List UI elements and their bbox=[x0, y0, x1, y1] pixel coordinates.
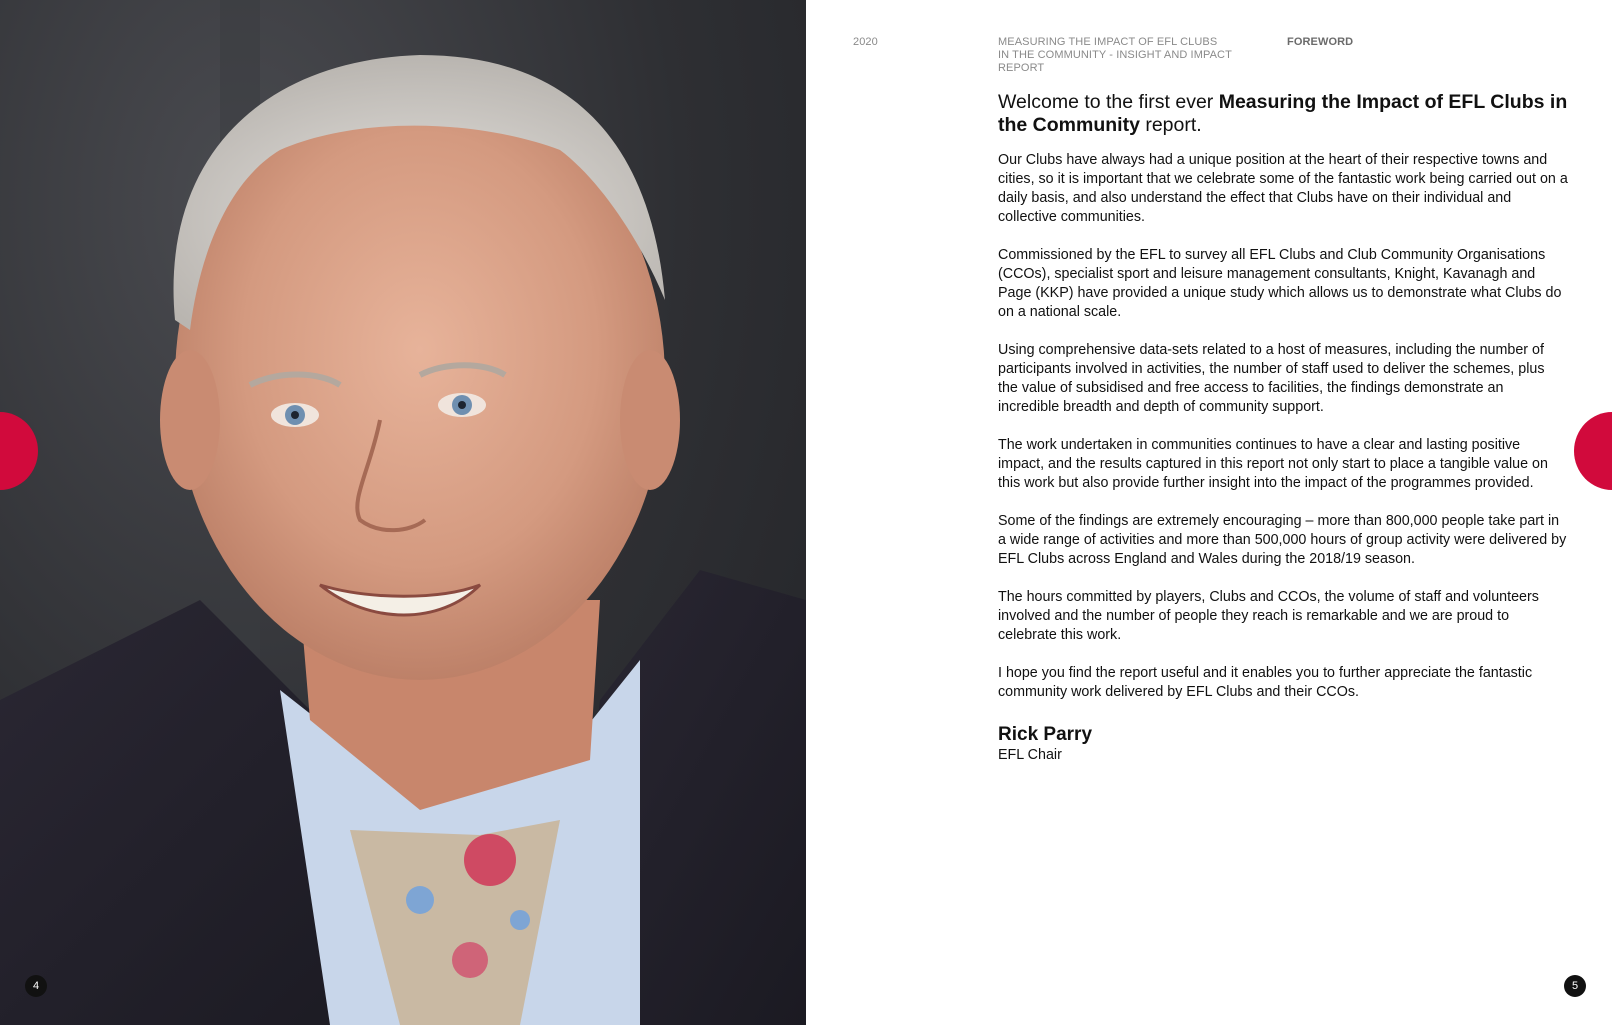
section-tab-right bbox=[1574, 412, 1612, 490]
header-report-title-line1: MEASURING THE IMPACT OF EFL CLUBS bbox=[998, 36, 1218, 48]
paragraph: The work undertaken in communities continues to have a clear and lasting positive impact, and the results captured in this report not only start to place a tangible value on this work but also provide further insight into the impact of the programmes provided. bbox=[998, 437, 1548, 491]
signature-name: Rick Parry bbox=[998, 724, 1093, 745]
paragraph: Using comprehensive data-sets related to a host of measures, including the number of participants involved in activities, the number of staff used to deliver the schemes, plus the value of subsidised and free access to facilities, the findings demonstrate an incredible breadth and depth of community support. bbox=[998, 342, 1545, 415]
page-number-left: 4 bbox=[25, 975, 47, 997]
paragraph: I hope you find the report useful and it enables you to further appreciate the fantastic community work delivered by EFL Clubs and their CCOs. bbox=[998, 665, 1533, 700]
lead-suffix: report. bbox=[1139, 114, 1202, 136]
header-section: FOREWORD bbox=[1287, 36, 1354, 48]
lead-bold: Measuring the Impact of EFL Clubs in the Community bbox=[998, 91, 1568, 136]
header-year: 2020 bbox=[853, 36, 878, 48]
paragraph: The hours committed by players, Clubs and CCOs, the volume of staff and volunteers involved and the number of people they reach is remarkable and we are proud to celebrate this work. bbox=[998, 589, 1539, 643]
paragraph: Some of the findings are extremely encouraging – more than 800,000 people take part in a wide range of activities and more than 500,000 hours of group activity were delivered by EFL Clubs across England and Wales during the 2018/19 season. bbox=[998, 513, 1567, 567]
page-number-right: 5 bbox=[1564, 975, 1586, 997]
lead-heading bbox=[998, 91, 1568, 137]
paragraph: Our Clubs have always had a unique position at the heart of their respective towns and cities, so it is important that we celebrate some of the fantastic work being carried out on a daily basis, and also understand the effect that Clubs have on their individual and collective communities. bbox=[998, 152, 1568, 225]
header-report-title-line2: IN THE COMMUNITY - INSIGHT AND IMPACT REPORT bbox=[998, 49, 1232, 74]
foreword-content bbox=[998, 91, 1568, 765]
lead-prefix: Welcome to the first ever bbox=[998, 91, 1219, 113]
paragraph: Commissioned by the EFL to survey all EFL Clubs and Club Community Organisations (CCOs), specialist sport and leisure management consultants, Knight, Kavanagh and Page (KKP) have provided a unique study which allows us to demonstrate what Clubs do on a national scale. bbox=[998, 247, 1562, 320]
signature-role: EFL Chair bbox=[998, 747, 1062, 763]
header-report-title bbox=[998, 36, 1278, 75]
